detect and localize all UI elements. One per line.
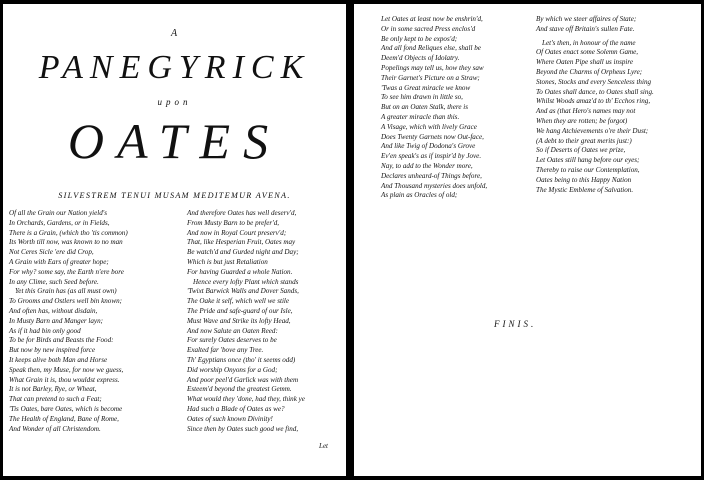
- poem-column-1: [9, 209, 128, 434]
- verse-line: So if Deserts of Oates we prize,: [536, 146, 626, 155]
- verse-line: And often has, without disdain,: [9, 306, 98, 315]
- finis-mark: FINIS.: [494, 319, 537, 329]
- verse-line: From Musty Barn to be prefer'd,: [187, 218, 280, 227]
- title-panegyrick: PANEGYRICK: [38, 49, 311, 86]
- verse-line: Deem'd Objects of Idolatry.: [381, 54, 460, 63]
- verse-line: Nay, to add to the Wonder more,: [381, 161, 473, 170]
- verse-line: Not Ceres Sicle 'ere did Crop,: [9, 248, 94, 257]
- verse-line: The Health of England, Bane of Rome,: [9, 414, 119, 423]
- verse-line: Be watch'd and Gurded night and Day;: [187, 248, 299, 257]
- verse-line: Their Garnet's Picture on a Straw;: [381, 73, 480, 82]
- latin-motto: SILVESTREM TENUI MUSAM MEDITEMUR AVENA.: [58, 191, 291, 200]
- verse-line: Let Oates at least now be enshrin'd,: [381, 15, 483, 23]
- verse-line: Did worship Onyons for a God;: [187, 365, 278, 374]
- verse-line: 'Twas a Great miracle we know: [381, 83, 471, 92]
- verse-line: And Wonder of all Christendom.: [9, 424, 101, 433]
- verse-line: And now Salute an Oaten Reed:: [187, 326, 278, 335]
- verse-line: There is a Grain, (which tho 'tis common): [9, 228, 128, 237]
- verse-line: And all fond Reliques else, shall be: [381, 44, 481, 53]
- verse-line: Yet this Grain has (as all must own): [15, 287, 117, 296]
- verse-line: Speak then, my Muse, for now we guess,: [9, 365, 124, 374]
- verse-line: It keeps alive both Man and Horse: [9, 355, 108, 364]
- verse-line: Oates being to this Happy Nation: [536, 175, 632, 184]
- verse-line: In Musty Barn and Manger layn;: [9, 316, 103, 325]
- verse-line: Where Oaten Pipe shall us inspire: [536, 58, 633, 67]
- verse-line: Beyond the Charms of Orpheus Lyre;: [536, 67, 643, 76]
- verse-line: But on an Oaten Stalk, there is: [381, 103, 469, 112]
- verse-line: Popelings may tell us, how they saw: [381, 63, 484, 72]
- verse-line: By which we steer affaires of State;: [536, 15, 637, 23]
- verse-line: Let Oates still hang before our eyes;: [536, 156, 640, 165]
- catchword: Let: [319, 442, 328, 450]
- verse-line: Let's then, in honour of the name: [542, 38, 636, 47]
- verse-line: (A debt to their great merits just:): [536, 136, 632, 145]
- verse-line: Or in some sacred Press enclos'd: [381, 24, 476, 33]
- left-page: [3, 4, 346, 476]
- verse-line: A Visage, which with lively Grace: [381, 122, 477, 131]
- verse-line: In any Clime, such Seed before.: [9, 277, 99, 286]
- verse-line: Exalted far 'bove any Tree.: [187, 346, 264, 355]
- verse-line: And therefore Oates has well deserv'd,: [187, 209, 297, 217]
- verse-line: That, like Hesperian Fruit, Oates may: [187, 238, 296, 247]
- verse-line: And now in Royal Court preserv'd;: [187, 228, 287, 237]
- verse-line: For why? some say, the Earth n'ere bore: [9, 267, 124, 276]
- verse-line: The Oake it self, which well we stile: [187, 297, 290, 306]
- verse-line: And Thousand mysteries does unfold,: [381, 181, 488, 190]
- verse-line: It is not Barley, Rye, or Wheat,: [9, 385, 97, 394]
- verse-line: Must Wave and Strike its lofty Head,: [187, 316, 291, 325]
- verse-line: To see him drawn in little so,: [381, 93, 463, 102]
- verse-line: As if it had bin only good: [9, 326, 81, 335]
- verse-line: But now by new inspired force: [9, 346, 95, 355]
- verse-line: A greater miracle than this.: [381, 112, 460, 121]
- verse-line: Had such a Blade of Oates as we?: [187, 404, 285, 413]
- verse-line: Thereby to raise our Contemplation,: [536, 165, 640, 174]
- verse-line: Esteem'd beyond the greatest Gemm.: [187, 385, 292, 394]
- verse-line: Since then by Oates such good we find,: [187, 424, 299, 433]
- verse-line: 'Twixt Barwick Walls and Dover Sands,: [187, 287, 299, 296]
- verse-line: Be only kept to be expos'd;: [381, 34, 458, 43]
- verse-line: As plain as Oracles of old;: [381, 191, 458, 200]
- verse-line: A Grain with Ears of greater hope;: [9, 257, 109, 266]
- verse-line: For surely Oates deserves to be: [187, 336, 277, 345]
- verse-line: Does Twenty Garnets now Out-face,: [381, 132, 484, 141]
- right-page: [354, 4, 701, 476]
- poem-column-2: [187, 209, 305, 434]
- verse-line: Its Worth till now, was known to no man: [9, 238, 123, 247]
- verse-line: For having Guarded a whole Nation.: [187, 267, 293, 276]
- title-upon: upon: [157, 97, 192, 107]
- verse-line: Stones, Stocks and every Senceless thing: [536, 77, 652, 86]
- verse-line: In Orchards, Gardens, or in Fields,: [9, 218, 110, 227]
- title-article: A: [170, 28, 179, 39]
- verse-line: What would they 'done, had they, think ye: [187, 395, 305, 404]
- verse-line: And stave off Britain's sullen Fate.: [536, 24, 635, 33]
- verse-line: The Pride and safe-guard of our Isle,: [187, 306, 293, 315]
- verse-line: 'Tis Oates, bare Oates, which is become: [9, 404, 123, 413]
- verse-line: What Grain it is, thou wouldst express.: [9, 375, 120, 384]
- poem-column-3: [381, 15, 487, 201]
- verse-line: When they are rotten; be forgot): [536, 116, 628, 125]
- verse-line: Whilst Woods amaz'd to th' Ecchos ring,: [536, 97, 651, 106]
- verse-line: Hence every lofty Plant which stands: [193, 277, 299, 286]
- verse-line: That can pretend to such a Feat;: [9, 395, 102, 404]
- verse-line: Which is but just Retaliation: [187, 257, 268, 266]
- verse-line: To Grooms and Ostlers well bin known;: [9, 297, 122, 306]
- verse-line: And like Twig of Dodona's Grove: [381, 142, 476, 151]
- verse-line: We hang Atchievements o're their Dust;: [536, 126, 649, 135]
- verse-line: To Oates shall dance, to Oates shall sing.: [536, 87, 654, 96]
- verse-line: To be for Birds and Beasts the Food:: [9, 336, 114, 345]
- verse-line: The Mystic Embleme of Salvation.: [536, 185, 634, 194]
- verse-line: Of all the Grain our Nation yield's: [9, 209, 108, 217]
- verse-line: Of Oates enact some Solemn Game,: [536, 48, 639, 57]
- title-oates: OATES: [67, 113, 282, 169]
- verse-line: And as (that Hero's names may not: [536, 107, 636, 116]
- verse-line: Declares unheard-of Things before,: [381, 171, 482, 180]
- poem-column-4: [536, 15, 654, 195]
- verse-line: And poor peel'd Garlick was with them: [187, 375, 299, 384]
- verse-line: Ev'en speak's as if inspir'd by Jove.: [381, 152, 482, 161]
- verse-line: Th' Egyptians once (tho' it seems odd): [187, 355, 296, 364]
- verse-line: Oates of such known Divinity!: [187, 414, 273, 423]
